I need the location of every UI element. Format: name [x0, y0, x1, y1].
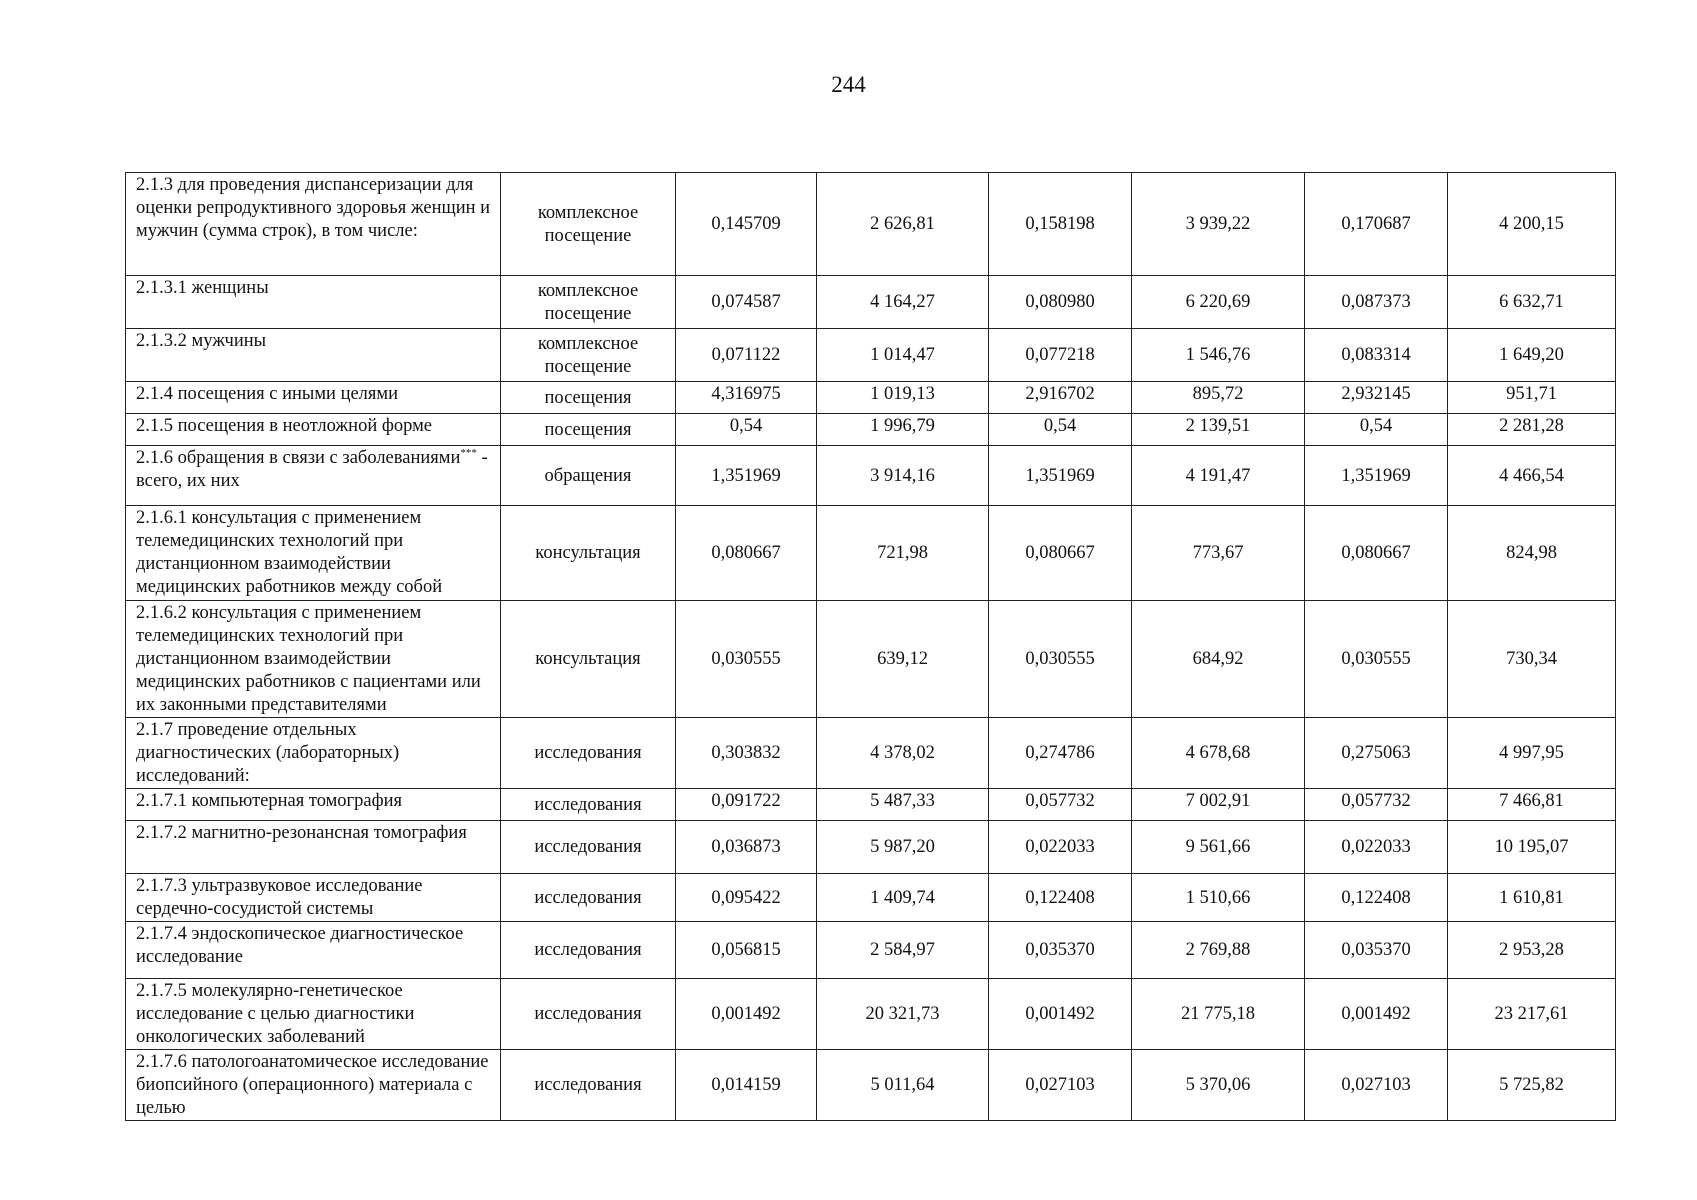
norm-volume-year-2-cell: 0,080667 — [989, 506, 1132, 601]
table-row — [126, 922, 1616, 979]
norm-volume-year-2-cell: 0,122408 — [989, 874, 1132, 922]
norm-volume-year-3-cell: 0,057732 — [1305, 789, 1448, 821]
cost-year-1-cell: 1 014,47 — [817, 329, 989, 382]
unit-cell: комплексное посещение — [501, 276, 676, 329]
norm-volume-year-2-cell: 2,916702 — [989, 382, 1132, 414]
norm-volume-year-1-cell: 0,080667 — [676, 506, 817, 601]
cost-year-2-cell: 1 510,66 — [1132, 874, 1305, 922]
cost-year-1-cell: 2 626,81 — [817, 173, 989, 276]
cost-year-3-cell: 5 725,82 — [1448, 1050, 1616, 1121]
norm-volume-year-2-cell: 0,057732 — [989, 789, 1132, 821]
unit-cell: посещения — [501, 382, 676, 414]
cost-year-3-cell: 2 953,28 — [1448, 922, 1616, 979]
row-name: 2.1.6.1 консультация с применением телемедицинских технологий при дистанционном взаимодействии медицинских работников между собой — [136, 508, 443, 597]
table-row — [126, 874, 1616, 922]
table-row — [126, 276, 1616, 329]
norm-volume-year-3-cell: 2,932145 — [1305, 382, 1448, 414]
cost-year-1-cell: 1 996,79 — [817, 414, 989, 446]
cost-year-3-cell: 824,98 — [1448, 506, 1616, 601]
norm-volume-year-2-cell: 0,158198 — [989, 173, 1132, 276]
row-name-cell — [126, 276, 501, 329]
norm-volume-year-3-cell: 0,087373 — [1305, 276, 1448, 329]
norm-volume-year-2-cell: 0,027103 — [989, 1050, 1132, 1121]
norm-volume-year-3-cell: 0,080667 — [1305, 506, 1448, 601]
norm-volume-year-3-cell: 0,001492 — [1305, 979, 1448, 1050]
unit-cell: обращения — [501, 446, 676, 506]
row-name-cell — [126, 173, 501, 276]
row-name-cell — [126, 1050, 501, 1121]
norm-volume-year-2-cell: 0,080980 — [989, 276, 1132, 329]
cost-year-1-cell: 1 019,13 — [817, 382, 989, 414]
table-row — [126, 506, 1616, 601]
row-name: 2.1.6.2 консультация с применением телемедицинских технологий при дистанционном взаимодействии медицинских работников с пациентами или их законными представителями — [136, 603, 481, 715]
cost-year-2-cell: 5 370,06 — [1132, 1050, 1305, 1121]
cost-year-1-cell: 639,12 — [817, 601, 989, 718]
cost-year-2-cell: 895,72 — [1132, 382, 1305, 414]
row-name: 2.1.3.1 женщины — [136, 278, 269, 298]
table-row — [126, 601, 1616, 718]
norm-volume-year-1-cell: 0,071122 — [676, 329, 817, 382]
row-name-cell — [126, 601, 501, 718]
norm-volume-year-3-cell: 0,035370 — [1305, 922, 1448, 979]
row-name: 2.1.3.2 мужчины — [136, 331, 267, 351]
row-name-cell — [126, 718, 501, 789]
unit-cell: посещения — [501, 414, 676, 446]
cost-year-3-cell: 4 200,15 — [1448, 173, 1616, 276]
table-row — [126, 979, 1616, 1050]
row-name-cell — [126, 414, 501, 446]
table-row — [126, 173, 1616, 276]
cost-year-2-cell: 7 002,91 — [1132, 789, 1305, 821]
cost-year-3-cell: 10 195,07 — [1448, 821, 1616, 874]
norm-volume-year-3-cell: 0,170687 — [1305, 173, 1448, 276]
row-name: 2.1.4 посещения с иными целями — [136, 384, 399, 404]
cost-year-3-cell: 1 649,20 — [1448, 329, 1616, 382]
cost-year-1-cell: 5 487,33 — [817, 789, 989, 821]
norm-volume-year-2-cell: 0,54 — [989, 414, 1132, 446]
norm-volume-year-3-cell: 0,083314 — [1305, 329, 1448, 382]
page-number: 244 — [831, 72, 866, 97]
norm-volume-year-3-cell: 0,275063 — [1305, 718, 1448, 789]
cost-year-1-cell: 721,98 — [817, 506, 989, 601]
norm-volume-year-2-cell: 0,274786 — [989, 718, 1132, 789]
norm-volume-year-1-cell: 0,54 — [676, 414, 817, 446]
row-name-cell — [126, 789, 501, 821]
row-name: 2.1.7.1 компьютерная томография — [136, 791, 403, 811]
table-row — [126, 329, 1616, 382]
cost-year-1-cell: 4 164,27 — [817, 276, 989, 329]
table-row — [126, 446, 1616, 506]
row-name: 2.1.7.5 молекулярно-генетическое исследование с целью диагностики онкологических заболеваний — [136, 981, 415, 1047]
row-name-cell — [126, 922, 501, 979]
table-row — [126, 718, 1616, 789]
cost-year-1-cell: 1 409,74 — [817, 874, 989, 922]
norm-volume-year-3-cell: 0,54 — [1305, 414, 1448, 446]
cost-year-1-cell: 20 321,73 — [817, 979, 989, 1050]
table-body — [126, 173, 1616, 1121]
unit-cell: комплексное посещение — [501, 329, 676, 382]
cost-year-2-cell: 773,67 — [1132, 506, 1305, 601]
norm-volume-year-2-cell: 0,077218 — [989, 329, 1132, 382]
unit-cell: исследования — [501, 821, 676, 874]
cost-year-3-cell: 6 632,71 — [1448, 276, 1616, 329]
table-row — [126, 821, 1616, 874]
row-name: 2.1.7.2 магнитно-резонансная томография — [136, 823, 467, 843]
norm-volume-year-1-cell: 0,145709 — [676, 173, 817, 276]
cost-year-2-cell: 1 546,76 — [1132, 329, 1305, 382]
unit-cell: комплексное посещение — [501, 173, 676, 276]
row-name: 2.1.6 обращения в связи с заболеваниями — [136, 448, 461, 468]
row-name-cell — [126, 874, 501, 922]
table-row — [126, 789, 1616, 821]
norm-volume-year-3-cell: 1,351969 — [1305, 446, 1448, 506]
row-name: 2.1.3 для проведения диспансеризации для оценки репродуктивного здоровья женщин и мужчин (сумма строк), в том числе: — [136, 175, 491, 241]
row-name: 2.1.5 посещения в неотложной форме — [136, 416, 432, 436]
row-name: 2.1.7.4 эндоскопическое диагностическое исследование — [136, 924, 464, 967]
cost-year-2-cell: 4 678,68 — [1132, 718, 1305, 789]
unit-cell: исследования — [501, 874, 676, 922]
cost-year-3-cell: 951,71 — [1448, 382, 1616, 414]
cost-year-3-cell: 4 997,95 — [1448, 718, 1616, 789]
norm-volume-year-2-cell: 0,001492 — [989, 979, 1132, 1050]
norm-volume-year-2-cell: 1,351969 — [989, 446, 1132, 506]
cost-year-3-cell: 4 466,54 — [1448, 446, 1616, 506]
cost-year-3-cell: 7 466,81 — [1448, 789, 1616, 821]
cost-year-3-cell: 1 610,81 — [1448, 874, 1616, 922]
norm-volume-year-2-cell: 0,022033 — [989, 821, 1132, 874]
unit-cell: исследования — [501, 979, 676, 1050]
row-name: 2.1.7 проведение отдельных диагностических (лабораторных) исследований: — [136, 720, 400, 786]
cost-year-1-cell: 4 378,02 — [817, 718, 989, 789]
row-name-cell — [126, 382, 501, 414]
cost-year-1-cell: 5 011,64 — [817, 1050, 989, 1121]
cost-year-1-cell: 5 987,20 — [817, 821, 989, 874]
cost-year-2-cell: 2 139,51 — [1132, 414, 1305, 446]
row-name: 2.1.7.3 ультразвуковое исследование сердечно-сосудистой системы — [136, 876, 423, 919]
norm-volume-year-1-cell: 0,091722 — [676, 789, 817, 821]
cost-year-1-cell: 2 584,97 — [817, 922, 989, 979]
row-name-cell — [126, 446, 501, 506]
unit-cell: консультация — [501, 506, 676, 601]
cost-year-2-cell: 4 191,47 — [1132, 446, 1305, 506]
norm-volume-year-1-cell: 0,056815 — [676, 922, 817, 979]
table-row — [126, 414, 1616, 446]
row-name: 2.1.7.6 патологоанатомическое исследование биопсийного (операционного) материала с целью — [136, 1052, 489, 1118]
cost-year-2-cell: 3 939,22 — [1132, 173, 1305, 276]
norm-volume-year-3-cell: 0,027103 — [1305, 1050, 1448, 1121]
cost-year-2-cell: 684,92 — [1132, 601, 1305, 718]
unit-cell: консультация — [501, 601, 676, 718]
cost-year-3-cell: 730,34 — [1448, 601, 1616, 718]
cost-year-3-cell: 23 217,61 — [1448, 979, 1616, 1050]
norm-volume-year-1-cell: 0,014159 — [676, 1050, 817, 1121]
norm-volume-year-1-cell: 0,036873 — [676, 821, 817, 874]
row-name-cell — [126, 329, 501, 382]
norm-volume-year-3-cell: 0,122408 — [1305, 874, 1448, 922]
norm-volume-year-1-cell: 0,001492 — [676, 979, 817, 1050]
norm-volume-year-2-cell: 0,035370 — [989, 922, 1132, 979]
footnote-marker: *** — [460, 446, 477, 459]
cost-year-2-cell: 21 775,18 — [1132, 979, 1305, 1050]
norm-volume-year-1-cell: 1,351969 — [676, 446, 817, 506]
unit-cell: исследования — [501, 1050, 676, 1121]
row-name-cell — [126, 979, 501, 1050]
norm-volume-year-1-cell: 0,030555 — [676, 601, 817, 718]
cost-year-2-cell: 9 561,66 — [1132, 821, 1305, 874]
unit-cell: исследования — [501, 922, 676, 979]
norm-volume-year-1-cell: 0,095422 — [676, 874, 817, 922]
table-row — [126, 382, 1616, 414]
cost-year-2-cell: 2 769,88 — [1132, 922, 1305, 979]
cost-year-3-cell: 2 281,28 — [1448, 414, 1616, 446]
norm-volume-year-3-cell: 0,022033 — [1305, 821, 1448, 874]
data-table — [125, 172, 1616, 1121]
table-row — [126, 1050, 1616, 1121]
norm-volume-year-3-cell: 0,030555 — [1305, 601, 1448, 718]
row-name-cell — [126, 506, 501, 601]
unit-cell: исследования — [501, 789, 676, 821]
row-name-cell — [126, 821, 501, 874]
cost-year-2-cell: 6 220,69 — [1132, 276, 1305, 329]
row-name-suffix: - всего, их них — [136, 448, 488, 491]
norm-volume-year-2-cell: 0,030555 — [989, 601, 1132, 718]
norm-volume-year-1-cell: 4,316975 — [676, 382, 817, 414]
cost-year-1-cell: 3 914,16 — [817, 446, 989, 506]
norm-volume-year-1-cell: 0,074587 — [676, 276, 817, 329]
norm-volume-year-1-cell: 0,303832 — [676, 718, 817, 789]
unit-cell: исследования — [501, 718, 676, 789]
